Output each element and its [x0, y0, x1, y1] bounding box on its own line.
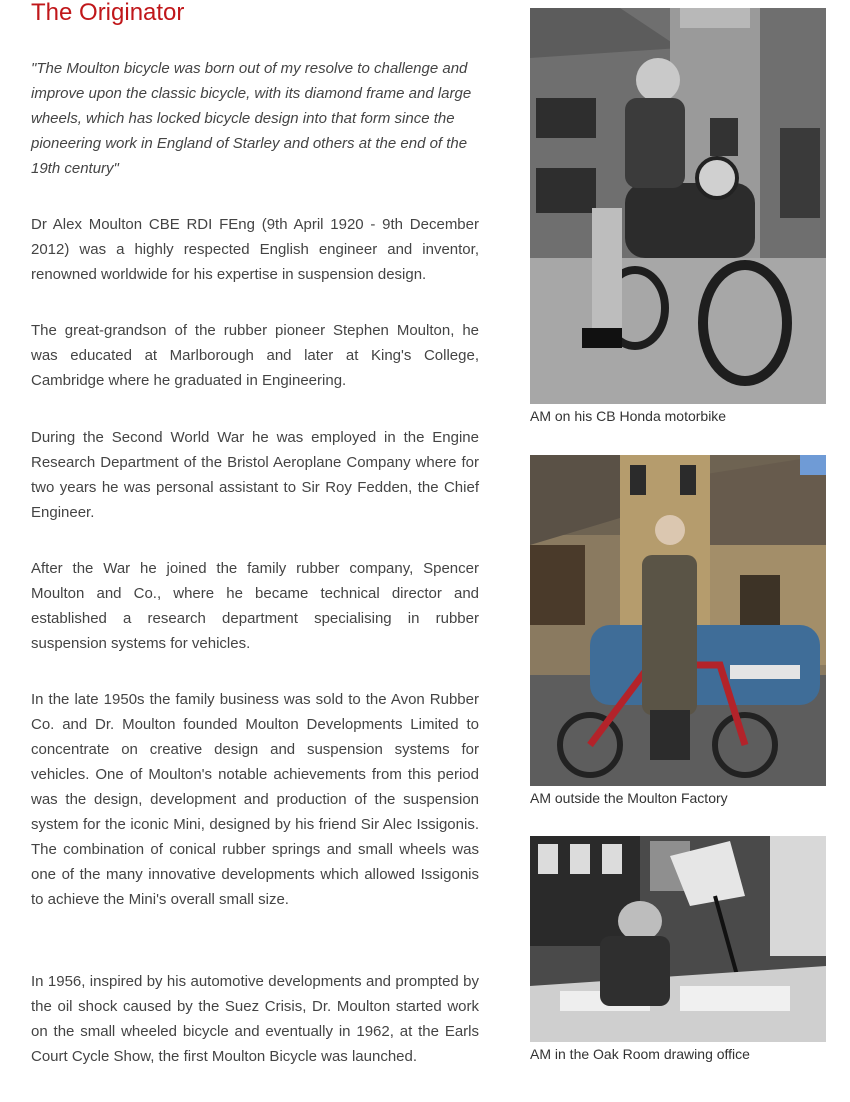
photo-moulton-factory — [530, 455, 826, 786]
paragraph-war-years: During the Second World War he was employed in the Engine Research Department of the Bristol Aeroplane Company where for two years he was personal assistant to Sir Roy Fedden, the Chief Engineer. — [31, 429, 479, 521]
paragraph-rubber-company: After the War he joined the family rubber company, Spencer Moulton and Co., where he became technical director and established a research department specialising in rubber suspension systems for vehicles. — [31, 560, 479, 652]
paragraph-mini-suspension: In the late 1950s the family business was sold to the Avon Rubber Co. and Dr. Moulton founded Moulton Developments Limited to concentrate on creative design and suspension systems for vehicles. One of Moulton's notable achievements from this period was the design, development and production of the suspension system for the iconic Mini, designed by his friend Sir Alec Issigonis. The combination of conical rubber springs and small wheels was one of the many innovative developments which allowed Issigonis to achieve the Mini's overall small size. — [31, 691, 479, 908]
photo-caption-factory: AM outside the Moulton Factory — [530, 790, 728, 806]
photo-caption-oak-room: AM in the Oak Room drawing office — [530, 1046, 750, 1062]
paragraph-bicycle-launch: In 1956, inspired by his automotive developments and prompted by the oil shock caused by the Suez Crisis, Dr. Moulton started work on the small wheeled bicycle and eventually in 1962, at the Earls Court Cycle Show, the first Moulton Bicycle was launched. — [31, 973, 479, 1065]
intro-quote: "The Moulton bicycle was born out of my resolve to challenge and improve upon the classic bicycle, with its diamond frame and large wheels, which has locked bicycle design into that form since the pioneering work in England of Starley and others at the end of the 19th century" — [31, 60, 472, 177]
photo-honda-motorbike — [530, 8, 826, 404]
paragraph-biography: Dr Alex Moulton CBE RDI FEng (9th April 1920 - 9th December 2012) was a highly respected English engineer and inventor, renowned worldwide for his expertise in suspension design. — [31, 216, 479, 283]
photo-oak-room — [530, 836, 826, 1042]
page-title: The Originator — [31, 0, 185, 26]
photo-caption-motorbike: AM on his CB Honda motorbike — [530, 408, 727, 424]
paragraph-education: The great-grandson of the rubber pioneer Stephen Moulton, he was educated at Marlborough and later at King's College, Cambridge where he graduated in Engineering. — [31, 322, 479, 389]
